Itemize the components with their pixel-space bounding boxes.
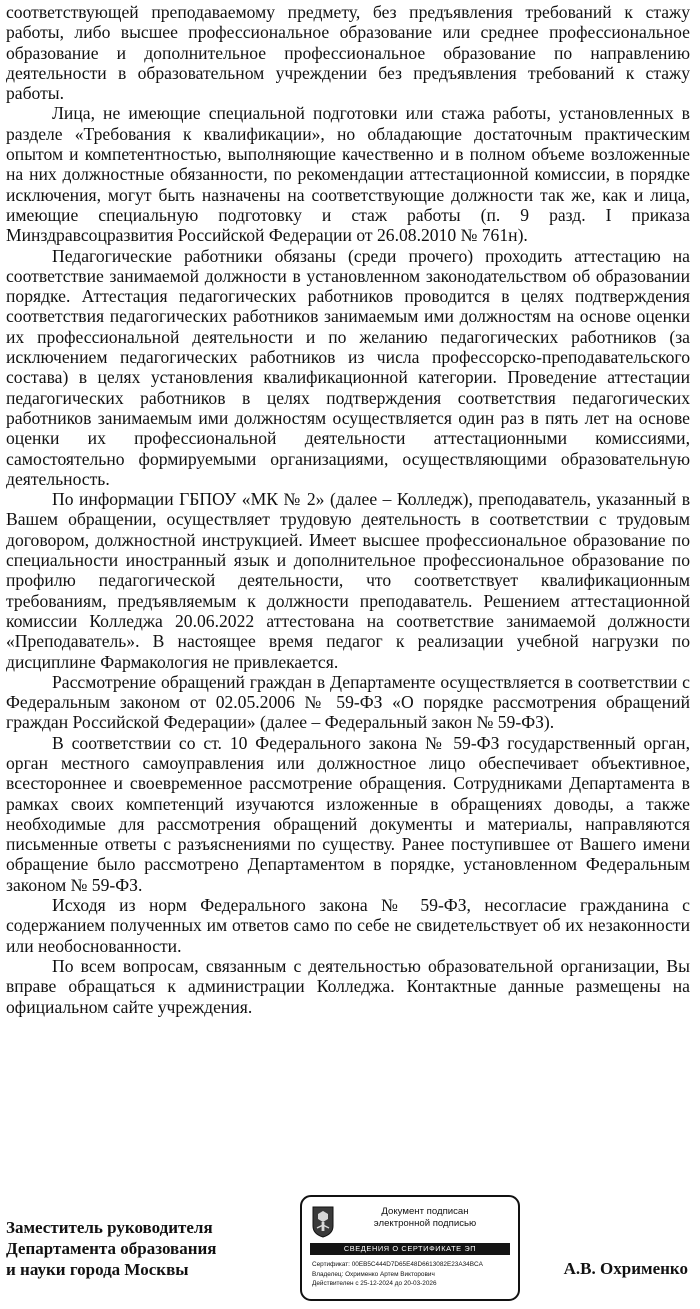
paragraph-attestation: Педагогические работники обязаны (среди прочего) проходить аттестацию на соответствие занимаемой должности в установленном законодательством об образовании порядке. Аттестация педагогических работников проводится в целях подтверждения соответствия педагогических работников занимаемым ими должностям на основе оценки их профессиональной деятельности и по желанию педагогических работников (за исключением педагогических работников из числа профессорско-преподавательского состава) в целях установления квалификационной категории. Проведение аттестации педагогических работников в целях подтверждения соответствия педагогических работников занимаемым ими должностям осуществляется один раз в пять лет на основе оценки их профессиональной деятельности аттестационными комиссиями, самостоятельно формируемыми организациями, осуществляющими образовательную деятельность. (6, 245, 690, 489)
signature-block (0, 1185, 700, 1309)
paragraph-exceptions: Лица, не имеющие специальной подготовки или стажа работы, установленных в разделе «Требования к квалификации», но обладающие достаточным практическим опытом и компетентностью, выполняющие качественно и в полном объеме возложенные на них должностные обязанности, по рекомендации аттестационной комиссии, в порядке исключения, могут быть назначены на соответствующие должности так же, как и лица, имеющие специальную подготовку и стаж работы (п. 9 разд. I приказа Минздравсоцразвития Российской Федерации от 26.08.2010 № 761н). (6, 103, 690, 246)
certificate-number: Сертификат: 00EB5C444D7D65E48D6613082E23A34BCA (312, 1261, 483, 1268)
signer-title (6, 1217, 266, 1280)
paragraph-college-info: По информации ГБПОУ «МК № 2» (далее – Колледж), преподаватель, указанный в Вашем обращении, осуществляет трудовую деятельность в соответствии с трудовым договором, должностной инструкцией. Имеет высшее профессиональное образование по специальности иностранный язык и дополнительное профессиональное образование по профилю педагогической деятельности, что соответствует квалификационным требованиям, предъявляемым к должности преподаватель. Решением аттестационной комиссии Колледжа 20.06.2022 аттестована на соответствие занимаемой должности «Преподаватель». В настоящее время педагог к реализации учебной нагрузки по дисциплине Фармакология не привлекается. (6, 489, 690, 672)
signer-title-line: Заместитель руководителя (6, 1218, 213, 1237)
paragraph-continuation: соответствующей преподаваемому предмету, без предъявления требований к стажу работы, либо высшее профессиональное образование или среднее профессиональное образование и дополнительное профессиональное образование по направлению деятельности в образовательном учреждении без предъявления требований к стажу работы. (6, 2, 690, 104)
certificate-info-bar: СВЕДЕНИЯ О СЕРТИФИКАТЕ ЭП (310, 1243, 510, 1255)
stamp-heading (340, 1206, 510, 1230)
signer-name: А.В. Охрименко (563, 1259, 688, 1278)
paragraph-appeals-law: Рассмотрение обращений граждан в Департаменте осуществляется в соответствии с Федеральным законом от 02.05.2006 № 59-ФЗ «О порядке рассмотрения обращений граждан Российской Федерации» (далее – Федеральный закон № 59-ФЗ). (6, 671, 690, 733)
paragraph-contacts: По всем вопросам, связанным с деятельностью образовательной организации, Вы вправе обращаться к администрации Колледжа. Контактные данные размещены на официальном сайте учреждения. (6, 955, 690, 1017)
electronic-signature-stamp (300, 1195, 520, 1301)
certificate-details (312, 1260, 516, 1289)
signer-title-line: и науки города Москвы (6, 1260, 189, 1279)
letter-body (6, 2, 690, 1017)
stamp-heading-line: электронной подписью (373, 1218, 477, 1229)
paragraph-disagreement: Исходя из норм Федерального закона № 59-ФЗ, несогласие гражданина с содержанием полученных им ответов само по себе не свидетельствует об их незаконности или необоснованности. (6, 895, 690, 956)
certificate-owner: Владелец: Охрименко Артем Викторович (312, 1270, 435, 1278)
stamp-heading-line: Документ подписан (381, 1206, 469, 1217)
signer-title-line: Департамента образования (6, 1239, 217, 1258)
moscow-coat-of-arms-icon (312, 1206, 334, 1238)
paragraph-article-10: В соответствии со ст. 10 Федерального закона № 59-ФЗ государственный орган, орган местного самоуправления или должностное лицо обеспечивает объективное, всестороннее и своевременное рассмотрение обращения. Сотрудниками Департамента в рамках своих компетенций изучаются изложенные в обращениях доводы, а также необходимые для рассмотрения обращений документы и материалы, направляются письменные ответы с разъяснениями по существу. Ранее поступившее от Вашего имени обращение было рассмотрено Департаментом в порядке, установленном Федеральным законом № 59-ФЗ. (6, 732, 690, 895)
certificate-validity: Действителен с 25-12-2024 до 20-03-2026 (312, 1280, 437, 1287)
